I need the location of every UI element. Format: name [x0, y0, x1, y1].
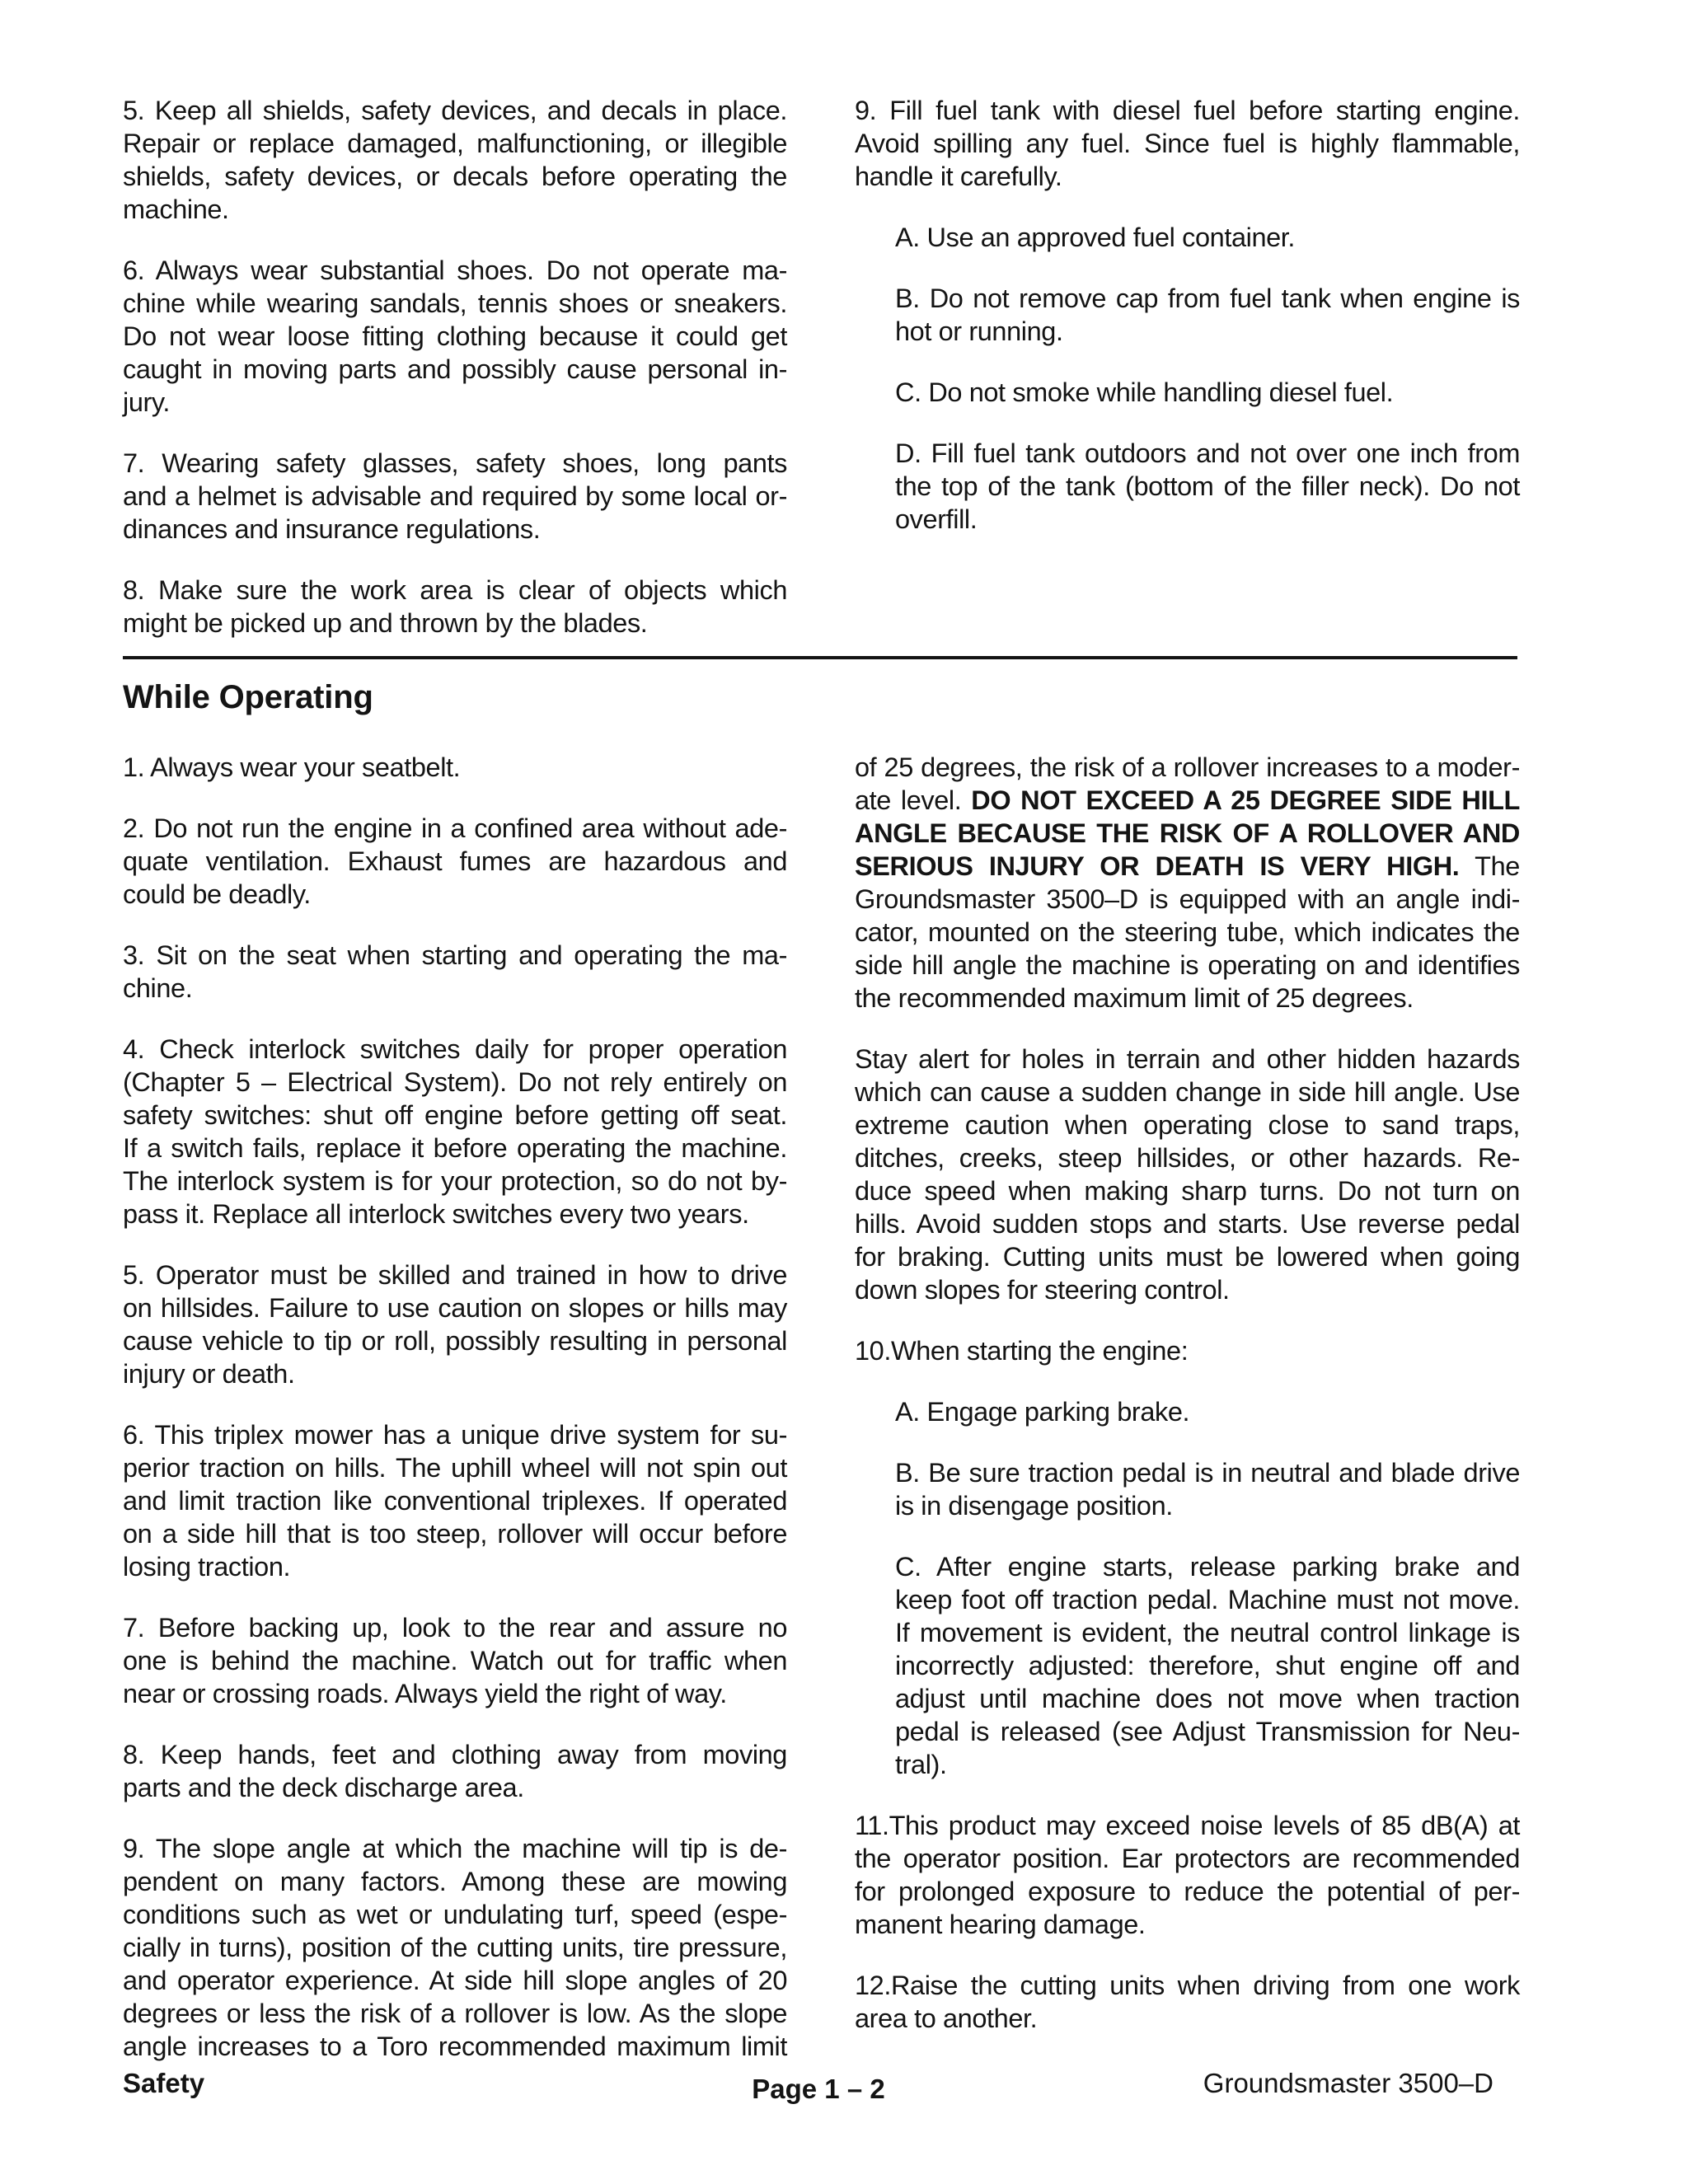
text-line: 11.This product may exceed noise levels of 85 dB(A) at	[855, 1811, 1520, 1840]
text-line: parts and the deck discharge area.	[123, 1773, 524, 1802]
text-line: extreme caution when operating close to sand traps,	[855, 1110, 1520, 1140]
text-line: hills. Avoid sudden stops and starts. Use reverse pedal	[855, 1209, 1520, 1239]
text-line: dinances and insurance regulations.	[123, 514, 541, 544]
text-line: the operator position. Ear protectors are recommended	[855, 1844, 1520, 1873]
product-name: Groundsmaster 3500–D	[1203, 2068, 1493, 2098]
text-line: for braking. Cutting units must be lowered when going	[855, 1242, 1520, 1272]
text-line: adjust until machine does not move when traction	[895, 1684, 1520, 1713]
section-divider	[123, 656, 1517, 659]
text-line: 2. Do not run the engine in a confined area without ade-	[123, 813, 787, 843]
text-line: 5. Keep all shields, safety devices, and decals in place.	[123, 96, 787, 125]
text-line: pedal is released (see Adjust Transmission for Neu-	[895, 1717, 1520, 1746]
text-line: If a switch fails, replace it before operating the machine.	[123, 1133, 787, 1163]
text-line: near or crossing roads. Always yield the right of way.	[123, 1679, 727, 1708]
text-line: manent hearing damage.	[855, 1910, 1146, 1939]
text-line: 8. Make sure the work area is clear of objects which	[123, 575, 787, 605]
page-number: Page 1 – 2	[752, 2074, 885, 2104]
text-line: 6. Always wear substantial shoes. Do not operate ma-	[123, 255, 787, 285]
text-line: and operator experience. At side hill slope angles of 20	[123, 1966, 787, 1995]
text-line: conditions such as wet or undulating turf, speed (espe-	[123, 1900, 787, 1929]
text-line: and limit traction like conventional triplexes. If operated	[123, 1486, 787, 1516]
text-line: which can cause a sudden change in side hill angle. Use	[855, 1077, 1520, 1107]
warning-text: ANGLE BECAUSE THE RISK OF A ROLLOVER AND	[855, 818, 1520, 848]
text-line: for prolonged exposure to reduce the potential of per-	[855, 1877, 1520, 1906]
text-line: 10.When starting the engine:	[855, 1336, 1189, 1366]
list-item-9	[123, 1832, 787, 2063]
text-line: The interlock system is for your protection, so do not by-	[123, 1166, 787, 1196]
text-line: 9. Fill fuel tank with diesel fuel before starting engine.	[855, 96, 1520, 125]
hazard-paragraph	[855, 1043, 1520, 1306]
list-item-9-continued	[855, 751, 1520, 1015]
text-run: ate level.	[855, 785, 972, 815]
list-item-11	[855, 1809, 1520, 1941]
text-line: machine.	[123, 194, 229, 224]
text-line: chine while wearing sandals, tennis shoes or sneakers.	[123, 288, 787, 318]
text-line: the recommended maximum limit of 25 degrees.	[855, 983, 1414, 1013]
text-line: Avoid spilling any fuel. Since fuel is highly flammable,	[855, 129, 1520, 158]
text-line: on a side hill that is too steep, rollover will occur before	[123, 1519, 787, 1549]
text-line: handle it carefully.	[855, 162, 1062, 191]
text-line: Groundsmaster 3500–D is equipped with an angle indi-	[855, 884, 1520, 914]
text-line: 4. Check interlock switches daily for proper operation	[123, 1034, 787, 1064]
list-item-1	[123, 751, 787, 784]
text-line	[855, 784, 1520, 817]
text-line: down slopes for steering control.	[855, 1275, 1230, 1305]
list-item-6	[123, 254, 787, 419]
text-line	[855, 817, 1520, 850]
text-line: losing traction.	[123, 1552, 291, 1582]
text-line: pendent on many factors. Among these are mowing	[123, 1867, 787, 1896]
list-item-9	[855, 94, 1520, 193]
text-line: B. Be sure traction pedal is in neutral and blade drive	[895, 1458, 1520, 1488]
text-line: If movement is evident, the neutral control linkage is	[895, 1618, 1520, 1647]
sub-item-a	[895, 1395, 1520, 1428]
text-line: 5. Operator must be skilled and trained in how to drive	[123, 1260, 787, 1290]
text-line: B. Do not remove cap from fuel tank when engine is	[895, 284, 1520, 313]
list-item-6	[123, 1418, 787, 1583]
text-line: 3. Sit on the seat when starting and operating the ma-	[123, 940, 787, 970]
text-line: keep foot off traction pedal. Machine must not move.	[895, 1585, 1520, 1615]
text-line: the top of the tank (bottom of the filler neck). Do not	[895, 471, 1520, 501]
text-line: overfill.	[895, 504, 978, 534]
text-line: shields, safety devices, or decals before operating the	[123, 162, 787, 191]
text-line: A. Use an approved fuel container.	[895, 223, 1296, 252]
text-line: cially in turns), position of the cutting units, tire pressure,	[123, 1933, 787, 1962]
text-line: angle increases to a Toro recommended maximum limit	[123, 2032, 787, 2061]
sub-item-b	[895, 282, 1520, 348]
sub-item-c	[895, 1550, 1520, 1781]
text-line: C. Do not smoke while handling diesel fuel.	[895, 377, 1394, 407]
text-line: caught in moving parts and possibly cause personal in-	[123, 354, 787, 384]
text-line: injury or death.	[123, 1359, 295, 1389]
text-line: one is behind the machine. Watch out for traffic when	[123, 1646, 787, 1675]
text-line: side hill angle the machine is operating on and identifies	[855, 950, 1520, 980]
text-line: Repair or replace damaged, malfunctioning, or illegible	[123, 129, 787, 158]
list-item-4	[123, 1033, 787, 1230]
sub-item-a	[895, 221, 1520, 254]
warning-text: DO NOT EXCEED A 25 DEGREE SIDE HILL	[971, 785, 1520, 815]
list-item-7	[123, 1611, 787, 1710]
list-item-2	[123, 812, 787, 911]
list-item-8	[123, 1738, 787, 1804]
list-item-5	[123, 94, 787, 226]
text-line: perior traction on hills. The uphill wheel will not spin out	[123, 1453, 787, 1483]
section-heading: While Operating	[123, 679, 373, 715]
text-line: Do not wear loose fitting clothing because it could get	[123, 321, 787, 351]
text-line: chine.	[123, 973, 193, 1003]
text-line: pass it. Replace all interlock switches every two years.	[123, 1199, 749, 1229]
text-line: Stay alert for holes in terrain and other hidden hazards	[855, 1044, 1520, 1074]
text-line: could be deadly.	[123, 879, 311, 909]
text-line: A. Engage parking brake.	[895, 1397, 1190, 1427]
text-line: hot or running.	[895, 316, 1063, 346]
text-line: 12.Raise the cutting units when driving from one work	[855, 1971, 1520, 2000]
text-line: tral).	[895, 1750, 947, 1779]
text-line: degrees or less the risk of a rollover is low. As the slope	[123, 1999, 787, 2028]
text-line: 1. Always wear your seatbelt.	[123, 752, 461, 782]
text-line: on hillsides. Failure to use caution on slopes or hills may	[123, 1293, 787, 1323]
text-line: of 25 degrees, the risk of a rollover increases to a moder-	[855, 752, 1520, 782]
warning-text: SERIOUS INJURY OR DEATH IS VERY HIGH.	[855, 851, 1460, 881]
list-item-8	[123, 574, 787, 640]
while-operating-right-column	[855, 751, 1520, 2035]
text-line: might be picked up and thrown by the blades.	[123, 608, 648, 638]
text-line: 8. Keep hands, feet and clothing away from moving	[123, 1740, 787, 1769]
list-item-10	[855, 1334, 1520, 1367]
text-line: quate ventilation. Exhaust fumes are hazardous and	[123, 846, 787, 876]
text-line: area to another.	[855, 2004, 1038, 2033]
list-item-12	[855, 1969, 1520, 2035]
list-item-3	[123, 939, 787, 1005]
text-line: cause vehicle to tip or roll, possibly resulting in personal	[123, 1326, 787, 1356]
text-line: safety switches: shut off engine before getting off seat.	[123, 1100, 787, 1130]
text-line: jury.	[123, 387, 170, 417]
text-line: 9. The slope angle at which the machine will tip is de-	[123, 1834, 787, 1863]
footer-section-title: Safety	[123, 2068, 205, 2098]
sub-item-c	[895, 376, 1520, 409]
text-line: ditches, creeks, steep hillsides, or other hazards. Re-	[855, 1143, 1520, 1173]
text-line: cator, mounted on the steering tube, which indicates the	[855, 917, 1520, 947]
text-run: The	[1459, 851, 1520, 881]
text-line: duce speed when making sharp turns. Do not turn on	[855, 1176, 1520, 1206]
text-line: 6. This triplex mower has a unique drive system for su-	[123, 1420, 787, 1450]
text-line: (Chapter 5 – Electrical System). Do not rely entirely on	[123, 1067, 787, 1097]
list-item-5	[123, 1258, 787, 1390]
list-item-7	[123, 447, 787, 546]
text-line: C. After engine starts, release parking brake and	[895, 1552, 1520, 1582]
text-line: 7. Before backing up, look to the rear and assure no	[123, 1613, 787, 1643]
text-line: is in disengage position.	[895, 1491, 1173, 1521]
top-left-column	[123, 94, 787, 640]
text-line: D. Fill fuel tank outdoors and not over one inch from	[895, 438, 1520, 468]
text-line: 7. Wearing safety glasses, safety shoes, long pants	[123, 448, 787, 478]
while-operating-left-column	[123, 751, 787, 2063]
text-line: incorrectly adjusted: therefore, shut engine off and	[895, 1651, 1520, 1680]
sub-item-b	[895, 1456, 1520, 1522]
text-line	[855, 850, 1520, 883]
sub-item-d	[895, 437, 1520, 536]
top-right-column	[855, 94, 1520, 536]
text-line: and a helmet is advisable and required by some local or-	[123, 481, 787, 511]
